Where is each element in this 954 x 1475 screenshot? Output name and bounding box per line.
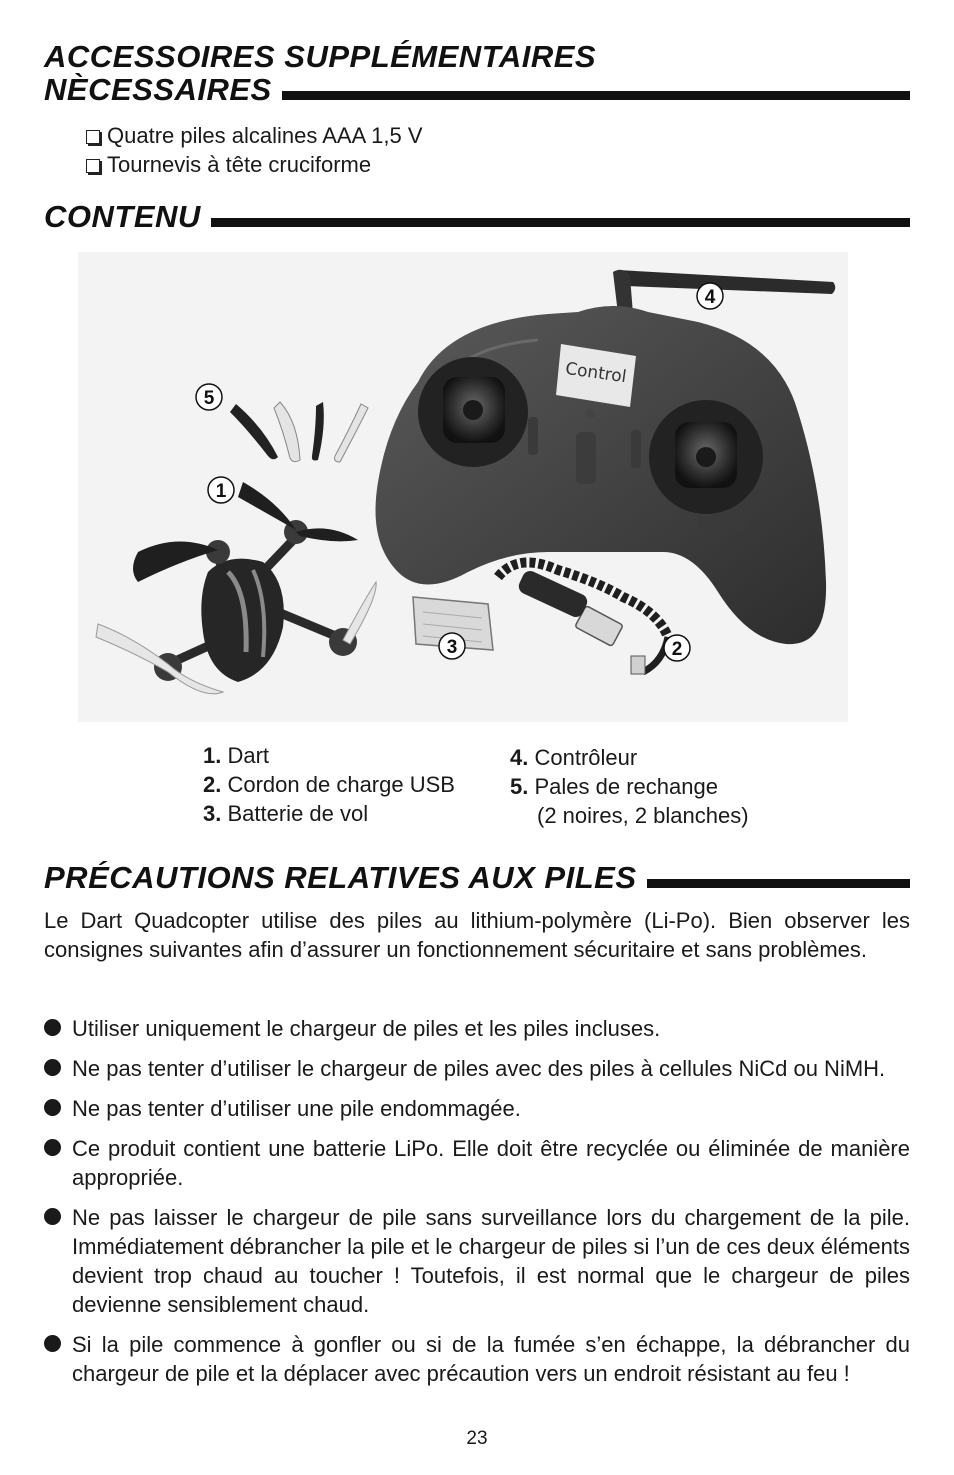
legend-text: Pales de rechange [534, 774, 718, 799]
checklist-item-label: Tournevis à tête cruciforme [107, 152, 372, 177]
list-item [44, 1014, 910, 1043]
callout-2 [664, 635, 690, 661]
bullet-icon [44, 1335, 61, 1352]
checkbox-icon [86, 159, 100, 173]
bullet-icon [44, 1099, 61, 1116]
heading-rule [647, 879, 910, 888]
legend-item-continuation [510, 801, 749, 830]
list-item [44, 1203, 910, 1319]
precautions-list [44, 1014, 910, 1388]
contents-heading [44, 200, 910, 233]
legend-number: 4. [510, 745, 529, 770]
list-item [44, 1054, 910, 1083]
callout-1 [208, 477, 234, 503]
legend-item [203, 770, 455, 799]
list-item-text: Ne pas laisser le chargeur de pile sans surveillance lors du chargement de la pile. Immédiatement débrancher la pile et le chargeur de piles si l’un de ces deux éléments devient trop chaud au toucher ! Toutefois, il est normal que le chargeur de piles devienne sensiblement chaud. [72, 1205, 910, 1317]
legend-text: (2 noires, 2 blanches) [537, 803, 749, 828]
checklist-item [86, 121, 423, 150]
checklist-item-label: Quatre piles alcalines AAA 1,5 V [107, 123, 423, 148]
svg-text:1: 1 [215, 481, 227, 502]
checklist-item [86, 150, 423, 179]
contents-legend-right [510, 743, 749, 830]
svg-text:2: 2 [671, 639, 683, 660]
list-item-text: Ce produit contient une batterie LiPo. Elle doit être recyclée ou éliminée de manière appropriée. [72, 1136, 910, 1190]
accessories-checklist [86, 121, 423, 179]
legend-item [203, 799, 455, 828]
page-number: 23 [466, 1428, 488, 1449]
legend-text: Cordon de charge USB [227, 772, 455, 797]
legend-text: Batterie de vol [227, 801, 369, 826]
contents-heading-text: CONTENU [44, 199, 201, 234]
callout-5 [196, 384, 222, 410]
accessories-heading [44, 40, 910, 106]
bullet-icon [44, 1208, 61, 1225]
svg-text:5: 5 [203, 388, 215, 409]
list-item [44, 1134, 910, 1192]
list-item [44, 1330, 910, 1388]
list-item-text: Ne pas tenter d’utiliser le chargeur de piles avec des piles à cellules NiCd ou NiMH. [72, 1056, 886, 1081]
precautions-intro: Le Dart Quadcopter utilise des piles au lithium-polymère (Li-Po). Bien observer les consignes suivantes afin d’assurer un fonctionnement sécuritaire et sans problèmes. [44, 908, 910, 962]
heading-rule [282, 91, 910, 100]
bullet-icon [44, 1139, 61, 1156]
svg-text:4: 4 [704, 287, 716, 308]
accessories-heading-line1: ACCESSOIRES SUPPLÉMENTAIRES [44, 39, 597, 74]
product-photo [78, 252, 848, 722]
legend-number: 1. [203, 743, 222, 768]
precautions-heading [44, 861, 910, 894]
controller-brand-label: Control [564, 358, 628, 388]
legend-item [510, 772, 749, 801]
accessories-heading-line2: NÈCESSAIRES [44, 72, 272, 107]
callout-4 [697, 283, 723, 309]
list-item [44, 1094, 910, 1123]
list-item-text: Utiliser uniquement le chargeur de piles et les piles incluses. [72, 1016, 661, 1041]
legend-item [203, 741, 455, 770]
list-item-text: Ne pas tenter d’utiliser une pile endommagée. [72, 1096, 521, 1121]
precautions-heading-text: PRÉCAUTIONS RELATIVES AUX PILES [44, 860, 637, 895]
callout-3 [439, 633, 465, 659]
checkbox-icon [86, 130, 100, 144]
legend-number: 5. [510, 774, 529, 799]
legend-text: Contrôleur [534, 745, 638, 770]
svg-text:3: 3 [446, 637, 458, 658]
legend-number: 3. [203, 801, 222, 826]
product-illustration [78, 252, 848, 722]
heading-rule [211, 218, 910, 227]
contents-legend-left [203, 741, 455, 828]
bullet-icon [44, 1019, 61, 1036]
legend-item [510, 743, 749, 772]
list-item-text: Si la pile commence à gonfler ou si de la fumée s’en échappe, la débrancher du chargeur de pile et la déplacer avec précaution vers un endroit résistant au feu ! [72, 1332, 910, 1386]
legend-number: 2. [203, 772, 222, 797]
bullet-icon [44, 1059, 61, 1076]
legend-text: Dart [227, 743, 270, 768]
